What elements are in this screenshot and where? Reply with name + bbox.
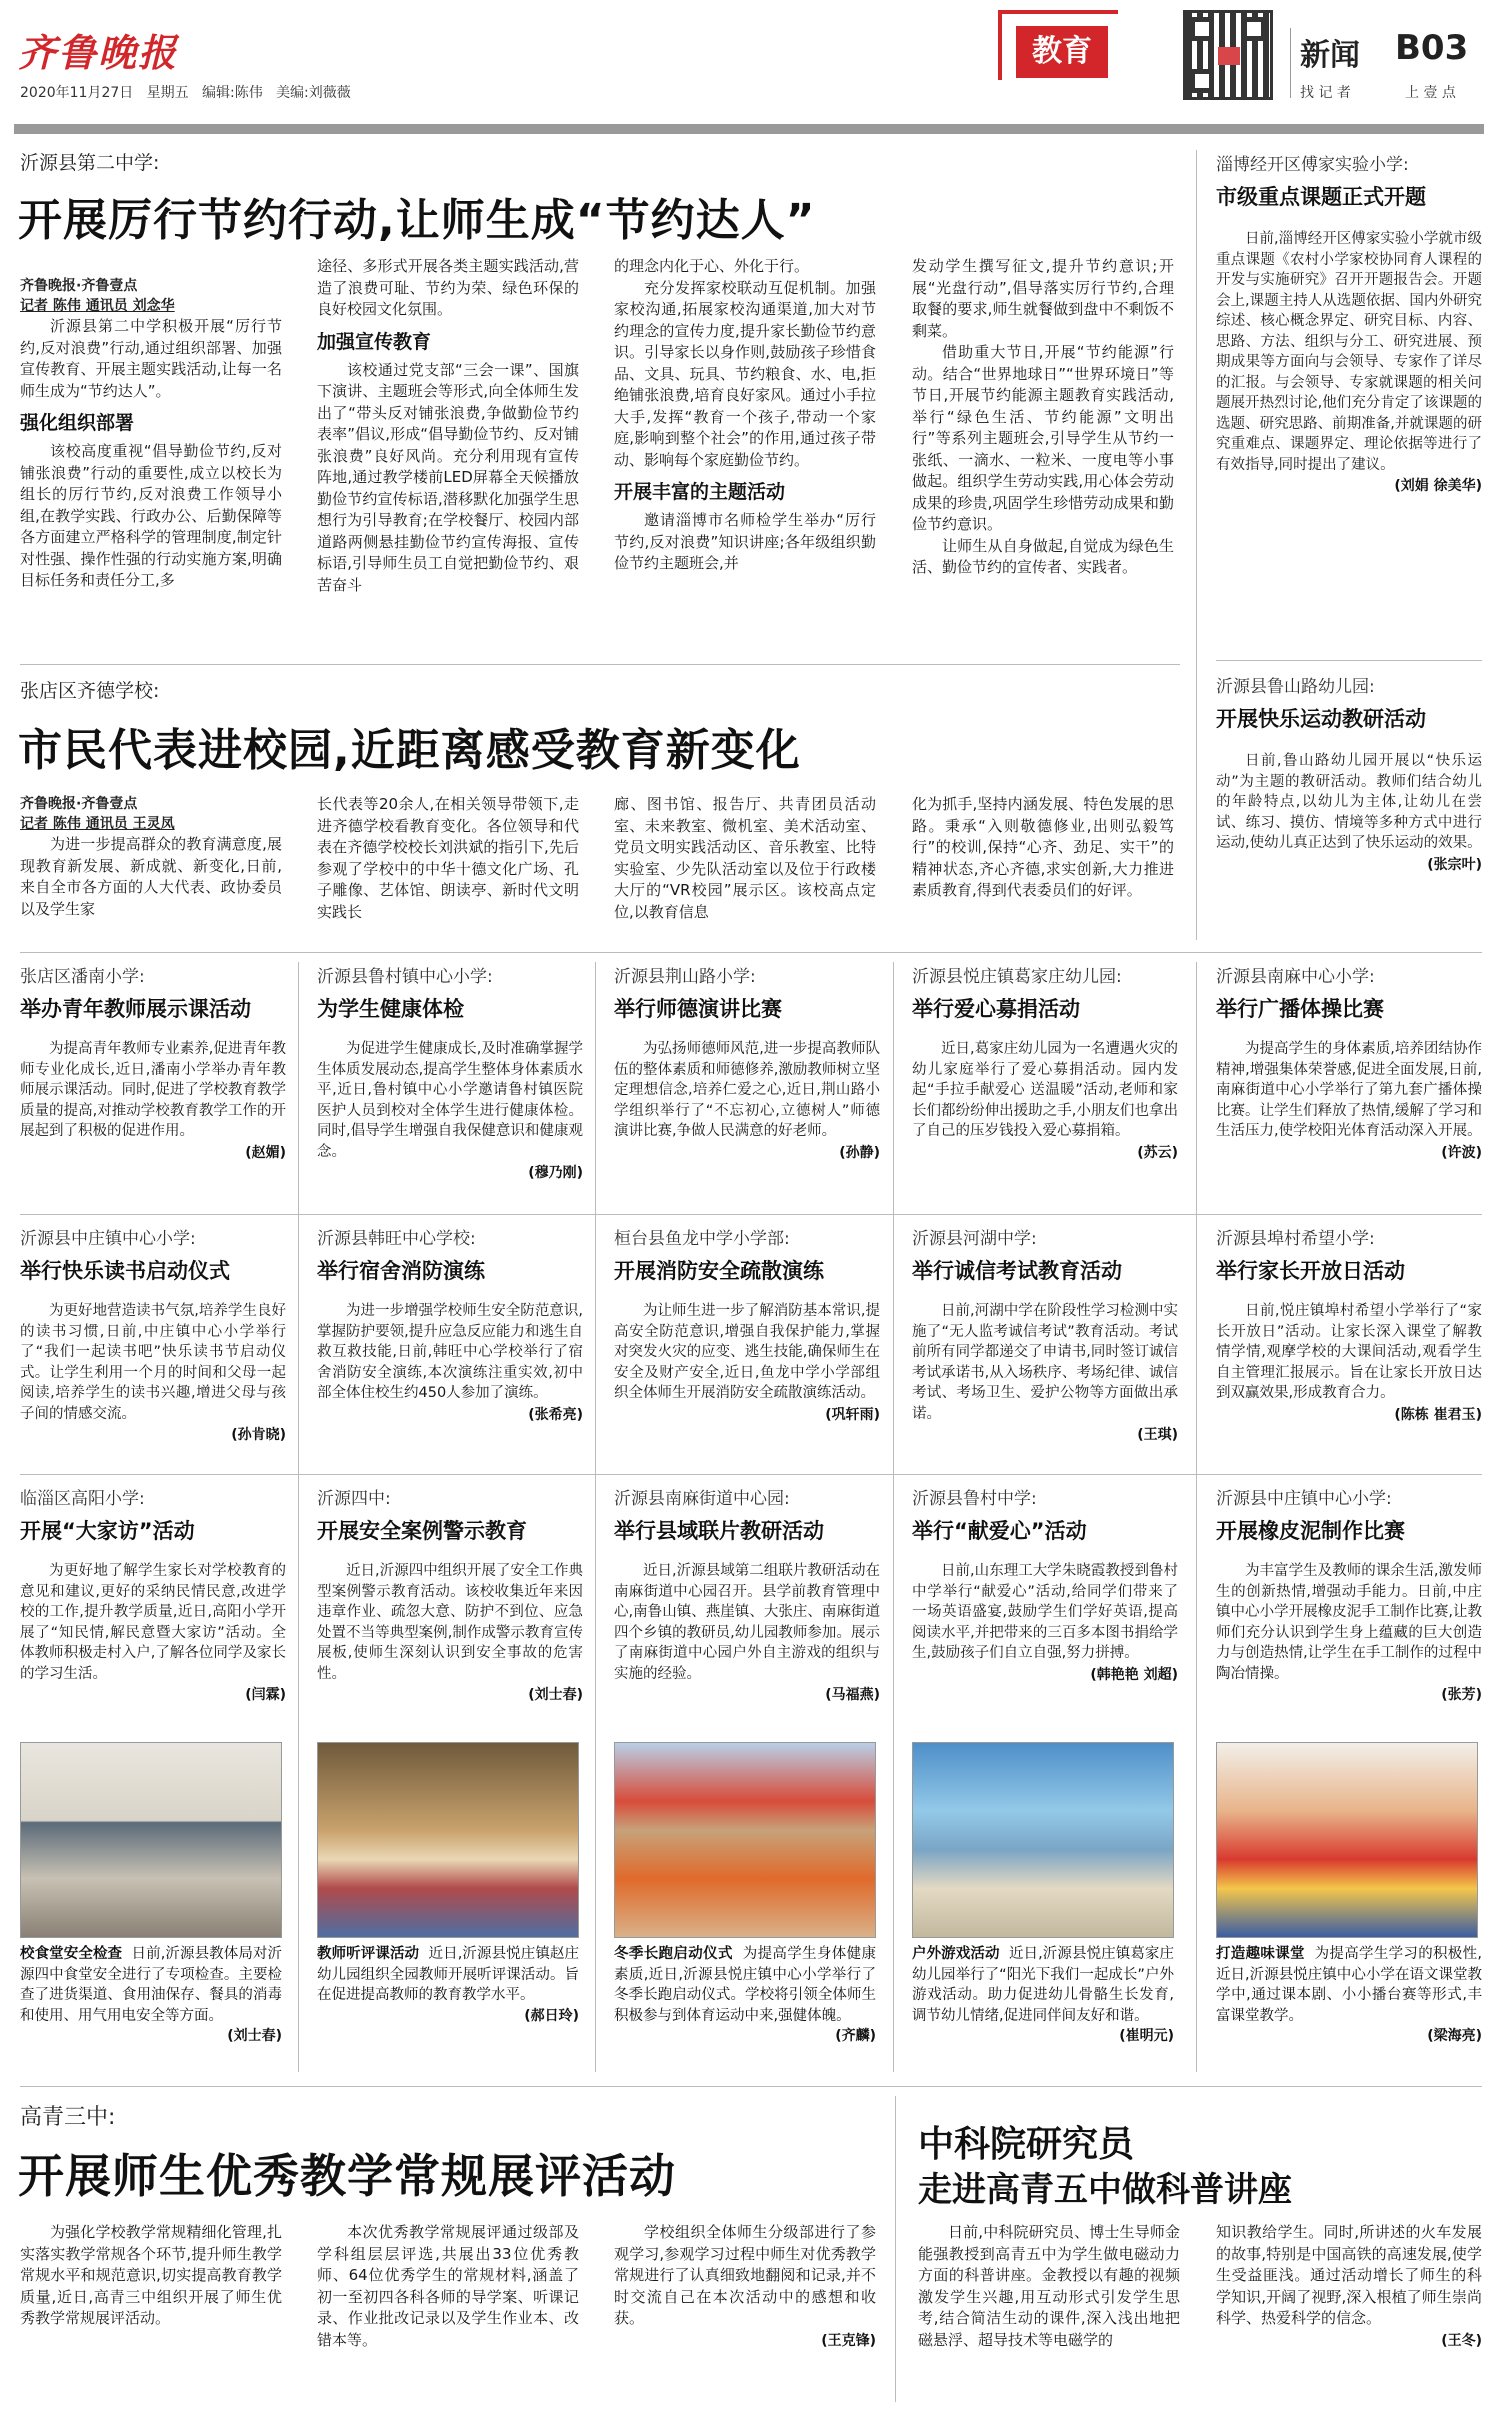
brief-headline: 开展安全案例警示教育 (317, 1519, 527, 1543)
brief-body: 日前,山东理工大学朱晓霞教授到鲁村中学举行“献爱心”活动,给同学们带来了一场英语盛宴,鼓励学生们学好英语,提高阅读水平,并把带来的三百多本图书捐给学生,鼓励孩子们自立自强,努力拼搏。 (912, 1563, 1178, 1661)
brief-signature: (陈栋 崔君玉) (1394, 1406, 1482, 1423)
brief-item (614, 1484, 880, 1738)
article2-col3 (614, 794, 876, 940)
article1-para: 发动学生撰写征文,提升节约意识;开展“光盘行动”,倡导落实厉行节约,合理取餐的要求,师生就餐做到盘中不剩饭不剩菜。 (912, 257, 1174, 340)
article2-para: 化为抓手,坚持内涵发展、特色发展的思路。秉承“入则敬德修业,出则弘毅笃行”的校训,保持“心齐、劲足、实干”的精神状态,齐心齐德,求实创新,大力推进素质教育,得到代表委员们的好评。 (912, 795, 1174, 899)
photo-caption (912, 1944, 1174, 2080)
brief-item (614, 1224, 880, 1476)
brief-kicker: 沂源县埠村希望小学: (1216, 1229, 1375, 1249)
editor: 编辑:陈伟 (201, 85, 263, 101)
brief-headline: 举行爱心募捐活动 (912, 997, 1080, 1021)
brief-kicker: 沂源县悦庄镇葛家庄幼儿园: (912, 967, 1122, 987)
brief-item (20, 962, 286, 1214)
article1-col3 (614, 256, 876, 654)
news-photo (614, 1742, 876, 1938)
article3-para: 为强化学校教学常规精细化管理,扎实落实教学常规各个环节,提升师生教学常规水平和规范意识,切实提高教育教学质量,近日,高青三中组织开展了师生优秀教学常规展评活动。 (20, 2223, 282, 2327)
article2-kicker: 张店区齐德学校: (20, 680, 160, 702)
brief-headline: 市级重点课题正式开题 (1216, 185, 1426, 209)
brief-signature: (巩轩雨) (825, 1406, 880, 1423)
brief-kicker: 沂源县中庄镇中心小学: (20, 1229, 196, 1249)
brief-signature: (穆乃刚) (528, 1165, 583, 1181)
brief-signature: (苏云) (1137, 1144, 1178, 1161)
brief-body: 为提高青年教师专业素养,促进青年教师专业化成长,近日,潘南小学举办青年教师展示课活动。同时,促进了学校教育教学质量的提高,对推动学校教育教学工作的开展起到了积极的促进作用。 (20, 1041, 286, 1139)
brief-item (317, 962, 583, 1214)
photo-caption-body: 为提高学生身体健康素质,近日,沂源县悦庄镇中心小学举行了冬季长跑启动仪式。学校将引领全体师生积极参与到体育运动中来,强健体魄。 (614, 1946, 876, 2024)
brief-kicker: 沂源县鲁山路幼儿园: (1216, 677, 1375, 697)
brief-kicker: 临淄区高阳小学: (20, 1489, 145, 1509)
article3-col3 (614, 2222, 876, 2402)
brief-kicker: 沂源县中庄镇中心小学: (1216, 1489, 1392, 1509)
grid-top-rule (20, 952, 1482, 953)
photo-caption-body: 日前,沂源县教体局对沂源四中食堂安全进行了专项检查。主要检查了进货渠道、食用油保存、餐具的消毒和使用、用气用电安全等方面。 (20, 1946, 282, 2024)
brief-headline: 开展快乐运动教研活动 (1216, 707, 1426, 731)
article1-para: 让师生从自身做起,自觉成为绿色生活、勤俭节约的宣传者、实践者。 (912, 536, 1174, 576)
column-divider (1196, 962, 1197, 2072)
brief-body: 为更好地营造读书气氛,培养学生良好的读书习惯,日前,中庄镇中心小学举行了“我们一起读书吧”快乐读书节启动仪式。让学生利用一个月的时间和父母一起阅读,培养学生的读书兴趣,增进父母与孩子间的情感交流。 (20, 1303, 286, 1422)
news-photo (20, 1742, 282, 1938)
article1-headline: 开展厉行节约行动,让师生成“节约达人” (18, 195, 816, 246)
article1-kicker: 沂源县第二中学: (20, 152, 160, 174)
brief-body: 近日,葛家庄幼儿园为一名遭遇火灾的幼儿家庭举行了爱心募捐活动。园内发起“手拉手献爱心 送温暖”活动,老师和家长们都纷纷伸出援助之手,小朋友们也拿出了自己的压岁钱投入爱心募捐箱。 (912, 1041, 1178, 1139)
brief-signature: (许波) (1441, 1144, 1482, 1161)
brief-signature: (刘士春) (528, 1687, 583, 1703)
brief-item (1216, 962, 1482, 1214)
sidebar-brief-2 (1216, 672, 1482, 940)
issue-date: 2020年11月27日 (20, 85, 134, 101)
brief-kicker: 沂源县韩旺中心学校: (317, 1229, 476, 1249)
brief-headline: 举行“献爱心”活动 (912, 1519, 1087, 1543)
article3-headline: 开展师生优秀教学常规展评活动 (18, 2149, 676, 2203)
article4-divider (895, 2096, 896, 2402)
article-separator (20, 2086, 1482, 2087)
qr-code (1183, 10, 1273, 100)
article1-para: 充分发挥家校联动互促机制。加强家校沟通,拓展家校沟通渠道,加大对节约理念的宣传力度,提升家长勤俭节约意识。引导家长以身作则,鼓励孩子珍惜食品、文具、玩具、节约粮食、水、电,拒绝铺张浪费,培育良好家风。通过小手拉大手,发挥“教育一个孩子,带动一个家庭,影响到整个社会”的作用,通过孩子带动、影响每个家庭勤俭节约。 (614, 278, 876, 469)
article2-para: 为进一步提高群众的教育满意度,展现教育新发展、新成就、新变化,日前,来自全市各方面的人大代表、政协委员以及学生家 (20, 835, 282, 918)
column-divider (298, 962, 299, 2072)
masthead-rule (14, 124, 1484, 134)
masthead (0, 0, 1500, 120)
brief-item (912, 1224, 1178, 1476)
article2-col2 (317, 794, 579, 940)
photo-caption-body: 近日,沂源县悦庄镇赵庄幼儿园组织全园教师开展听评课活动。旨在促进提高教师的教育教学水平。 (317, 1946, 579, 2003)
photo-caption-label: 校食堂安全检查 (20, 1946, 123, 1962)
photo-caption-signature: (梁海亮) (1427, 2028, 1482, 2044)
reporter-tag: 找 记 者 (1300, 85, 1351, 101)
article1-byline-authors: 记者 陈伟 通讯员 刘念华 (20, 298, 175, 314)
brief-body: 为丰富学生及教师的课余生活,激发师生的创新热情,增强动手能力。日前,中庄镇中心小学开展橡皮泥手工制作比赛,让教师们充分认识到学生身上蕴藏的巨大创造力与创造热情,让学生在手工制作的过程中陶冶情操。 (1216, 1563, 1482, 1682)
photo-caption-signature: (郝日玲) (524, 2007, 579, 2024)
article1-subhead: 加强宣传教育 (317, 330, 432, 353)
article2-para: 廊、图书馆、报告厅、共青团员活动室、未来教室、微机室、美术活动室、党员文明实践活动区、音乐教室、比特实验室、少先队活动室以及位于行政楼大厅的“VR校园”展示区。该校高点定位,以教育信息 (614, 795, 876, 921)
brief-body: 日前,悦庄镇埠村希望小学举行了“家长开放日”活动。让家长深入课堂了解教情学情,观摩学校的大课间活动,观看学生自主管理汇报展示。旨在让家长开放日达到双赢效果,形成教育合力。 (1216, 1303, 1482, 1401)
brief-headline: 举行广播体操比赛 (1216, 997, 1384, 1021)
article2-headline: 市民代表进校园,近距离感受教育新变化 (18, 725, 801, 776)
photo-caption-signature: (崔明元) (1119, 2028, 1174, 2044)
photo-caption (614, 1944, 876, 2080)
brief-body: 日前,鲁山路幼儿园开展以“快乐运动”为主题的教研活动。教师们结合幼儿的年龄特点,以幼儿为主体,让幼儿在尝试、练习、摸仿、情境等多种方式中进行运动,使幼儿真正达到了快乐运动的效果。 (1216, 753, 1482, 851)
column-divider (893, 962, 894, 2072)
article1-para: 该校通过党支部“三会一课”、国旗下演讲、主题班会等形式,向全体师生发出了“带头反对铺张浪费,争做勤俭节约表率”倡议,形成“倡导勤俭节约、反对铺张浪费”良好风尚。充分利用现有宣传阵地,通过教学楼前LED屏幕全天候播放勤俭节约宣传标语,潜移默化加强学生思想行为引导教育;在学校餐厅、校园内部道路两侧悬挂勤俭节约宣传海报、宣传标语,引导师生员工自觉把勤俭节约、艰苦奋斗 (317, 360, 579, 594)
photo-caption-label: 打造趣味课堂 (1216, 1946, 1305, 1962)
photo-caption-label: 冬季长跑启动仪式 (614, 1946, 733, 1962)
brief-item (1216, 1224, 1482, 1476)
brief-kicker: 沂源县荆山路小学: (614, 967, 756, 987)
brief-kicker: 桓台县鱼龙中学小学部: (614, 1229, 790, 1249)
article2-para: 长代表等20余人,在相关领导带领下,走进齐德学校看教育变化。各位领导和代表在齐德学校校长刘洪斌的指引下,先后参观了学校中的中华十德文化广场、孔子雕像、艺体馆、朗读亭、新时代文明实践长 (317, 795, 579, 921)
article3-para: 学校组织全体师生分级部进行了参观学习,参观学习过程中师生对优秀教学常规进行了认真细致地翻阅和记录,并不时交流自己在本次活动中的感想和收获。 (614, 2223, 876, 2327)
brief-body: 日前,淄博经开区傅家实验小学就市级重点课题《农村小学家校协同育人课程的开发与实施研究》召开开题报告会。开题会上,课题主持人从选题依据、国内外研究综述、核心概念界定、研究目标、内容、思路、方法、组织与分工、研究进展、预期成果等方面向与会领导、专家作了详尽的汇报。与会领导、专家就课题的相关问题展开热烈讨论,他们充分肯定了该课题的选题、研究思路、前期准备,并就课题的研究重难点、课题界定、理论依据等进行了有效指导,同时提出了建议。 (1216, 231, 1482, 473)
article1-para: 该校高度重视“倡导勤俭节约,反对铺张浪费”行动的重要性,成立以校长为组长的厉行节约,反对浪费工作领导小组,在教学实践、行政办公、后勤保障等各方面建立严格科学的管理制度,制定针对性强、操作性强的行动实施方案,明确目标任务和责任分工,多 (20, 442, 282, 589)
brief-signature: (孙静) (839, 1144, 880, 1161)
news-photo (912, 1742, 1174, 1938)
photo-caption-body: 为提高学生学习的积极性,近日,沂源县悦庄镇中心小学在语文课堂教学中,通过课本剧、小小播台赛等形式,丰富课堂教学。 (1216, 1946, 1482, 2024)
photo-caption (20, 1944, 282, 2080)
sidebar-brief-1 (1216, 150, 1482, 660)
brief-body: 近日,沂源四中组织开展了安全工作典型案例警示教育活动。该校收集近年来因违章作业、疏忽大意、防护不到位、应急处置不当等典型案例,制作成警示教育宣传展板,使师生深刻认识到安全事故的危害性。 (317, 1563, 583, 1682)
photo-caption (317, 1944, 579, 2080)
brief-headline: 举办青年教师展示课活动 (20, 997, 251, 1021)
article4-headline-1: 中科院研究员 (918, 2124, 1135, 2165)
brief-item (1216, 1484, 1482, 1738)
brief-item (912, 1484, 1178, 1738)
article4-col1 (918, 2222, 1180, 2402)
article1-para: 借助重大节日,开展“节约能源”行动。结合“世界地球日”“世界环境日”等节日,开展节约能源主题教育实践活动,举行“绿色生活、节约能源”文明出行”等系列主题班会,引导学生从节约一张纸、一滴水、一粒米、一度电等小事做起。组织学生劳动实践,用心体会劳动成果的珍贵,巩固学生珍惜劳动成果和勤俭节约意识。 (912, 343, 1174, 533)
article1-subhead: 强化组织部署 (20, 412, 135, 434)
brief-kicker: 沂源县河湖中学: (912, 1229, 1037, 1249)
section-tag: 教育 (1016, 26, 1108, 78)
article3-kicker: 高青三中: (20, 2105, 116, 2130)
brief-headline: 举行诚信考试教育活动 (912, 1259, 1122, 1283)
article3-signature: (王克锋) (821, 2332, 876, 2349)
article3-col2 (317, 2222, 579, 2402)
brief-signature: (张芳) (1441, 1687, 1482, 1703)
brief-headline: 举行县域联片教研活动 (614, 1519, 824, 1543)
article1-subhead: 开展丰富的主题活动 (614, 481, 786, 503)
sidebar-rule (1216, 660, 1482, 661)
brief-signature: (王琪) (1137, 1427, 1178, 1443)
brief-body: 为弘扬师德师风范,进一步提高教师队伍的整体素质和师德修养,激励教师树立坚定理想信念,培养仁爱之心,近日,荆山路小学组织举行了“不忘初心,立德树人”师德演讲比赛,争做人民满意的好老师。 (614, 1041, 880, 1139)
brief-signature: (孙肯晓) (231, 1427, 286, 1443)
brief-item (20, 1484, 286, 1738)
brief-item (614, 962, 880, 1214)
brief-kicker: 张店区潘南小学: (20, 967, 145, 987)
brief-signature: (张宗叶) (1427, 856, 1482, 873)
article2-byline-authors: 记者 陈伟 通讯员 王灵凤 (20, 816, 175, 832)
grid-rule (20, 1214, 1482, 1215)
brief-headline: 开展“大家访”活动 (20, 1519, 195, 1543)
article3-col1 (20, 2222, 282, 2402)
brief-kicker: 沂源县鲁村中学: (912, 1489, 1037, 1509)
brief-body: 为让师生进一步了解消防基本常识,提高安全防范意识,增强自我保护能力,掌握对突发火灾的应变、逃生技能,确保师生在安全及财产安全,近日,鱼龙中学小学部组织全体师生开展消防安全疏散演练活动。 (614, 1303, 880, 1401)
photo-caption-signature: (刘士春) (227, 2028, 282, 2044)
brief-item (912, 962, 1178, 1214)
article1-col2 (317, 256, 579, 654)
news-photo (317, 1742, 579, 1938)
brief-item (317, 1484, 583, 1738)
brief-headline: 举行宿舍消防演练 (317, 1259, 485, 1283)
brief-kicker: 沂源县南麻中心小学: (1216, 967, 1375, 987)
article1-para: 邀请淄博市名师检学生举办“厉行节约,反对浪费”知识讲座;各年级组织勤俭节约主题班会,并 (614, 511, 876, 572)
page-label: 新闻 (1300, 38, 1360, 73)
sidebar-divider (1196, 150, 1197, 940)
brief-headline: 举行快乐读书启动仪式 (20, 1259, 230, 1283)
article4-para: 知识教给学生。同时,所讲述的火车发展的故事,特别是中国高铁的高速发展,使学生受益匪浅。通过活动增长了师生的科学知识,开阔了视野,深入根植了师生崇尚科学、热爱科学的信念。 (1216, 2223, 1482, 2327)
article4-signature: (王冬) (1441, 2332, 1482, 2349)
brief-body: 为提高学生的身体素质,培养团结协作精神,增强集体荣誉感,促进全面发展,日前,南麻街道中心小学举行了第九套广播体操比赛。让学生们释放了热情,缓解了学习和生活压力,使学校阳光体育活动深入开展。 (1216, 1041, 1482, 1139)
photo-caption-body: 近日,沂源县悦庄镇葛家庄幼儿园举行了“阳光下我们一起成长”户外游戏活动。助力促进幼儿骨骼生长发育,调节幼儿情绪,促进同伴间友好和谐。 (912, 1946, 1174, 2024)
page-number: B03 (1395, 28, 1469, 68)
article1-col1 (20, 276, 282, 654)
brief-headline: 举行家长开放日活动 (1216, 1259, 1405, 1283)
brief-headline: 开展橡皮泥制作比赛 (1216, 1519, 1405, 1543)
article2-col4 (912, 794, 1174, 940)
article1-para: 的理念内化于心、外化于行。 (614, 257, 810, 275)
brief-kicker: 淄博经开区傅家实验小学: (1216, 155, 1409, 175)
article2-col1 (20, 794, 282, 940)
issue-weekday: 星期五 (146, 85, 189, 101)
brief-headline: 举行师德演讲比赛 (614, 997, 782, 1021)
article1-col4 (912, 256, 1174, 654)
photo-caption-signature: (齐麟) (835, 2028, 876, 2044)
brief-headline: 为学生健康体检 (317, 997, 464, 1021)
photo-caption (1216, 1944, 1482, 2080)
brief-item (317, 1224, 583, 1476)
column-divider (595, 962, 596, 2072)
photo-caption-label: 教师听评课活动 (317, 1946, 420, 1962)
article4-headline-2: 走进高青五中做科普讲座 (918, 2170, 1292, 2210)
brief-kicker: 沂源县南麻街道中心园: (614, 1489, 790, 1509)
article4-col2 (1216, 2222, 1482, 2402)
brief-body: 日前,河湖中学在阶段性学习检测中实施了“无人监考诚信考试”教育活动。考试前所有同学都递交了申请书,同时签订诚信考试承诺书,从入场秩序、考场纪律、诚信考试、考场卫生、爱护公物等方面做出承诺。 (912, 1303, 1178, 1422)
article2-byline-source: 齐鲁晚报·齐鲁壹点 (20, 796, 138, 812)
brief-signature: (闫霖) (245, 1687, 286, 1703)
article1-para: 途径、多形式开展各类主题实践活动,营造了浪费可耻、节约为荣、绿色环保的良好校园文化氛围。 (317, 257, 579, 318)
brief-signature: (赵媚) (245, 1144, 286, 1161)
brief-body: 为促进学生健康成长,及时准确掌握学生体质发展动态,提高学生整体身体素质水平,近日,鲁村镇中心小学邀请鲁村镇医院医护人员到校对全体学生进行健康体检。同时,倡导学生增强自我保健意识和健康观念。 (317, 1041, 583, 1160)
article-separator (20, 664, 1180, 665)
brief-kicker: 沂源四中: (317, 1489, 391, 1509)
brief-kicker: 沂源县鲁村镇中心小学: (317, 967, 493, 987)
article1-byline-source: 齐鲁晚报·齐鲁壹点 (20, 278, 138, 294)
grid-rule (20, 1474, 1482, 1475)
masthead-divider (1290, 28, 1291, 98)
brief-signature: (韩艳艳 刘超) (1090, 1666, 1178, 1683)
brief-body: 近日,沂源县域第二组联片教研活动在南麻街道中心园召开。县学前教育管理中心,南鲁山镇、燕崖镇、大张庄、南麻街道四个乡镇的教研员,幼儿园教师参加。展示了南麻街道中心园户外自主游戏的组织与实施的经验。 (614, 1563, 880, 1682)
brief-signature: (马福燕) (825, 1687, 880, 1703)
brief-signature: (刘娟 徐美华) (1394, 478, 1482, 494)
brief-body: 为进一步增强学校师生安全防范意识,掌握防护要领,提升应急反应能力和逃生自救互救技能,日前,韩旺中心学校举行了宿舍消防安全演练,本次演练注重实效,初中部全体住校生约450人参加了演练。 (317, 1303, 583, 1401)
app-tag: 上 壹 点 (1405, 85, 1456, 101)
newspaper-logo: 齐鲁晚报 (18, 30, 179, 75)
article3-para: 本次优秀教学常规展评通过级部及学科组层层评选,共展出33位优秀教师、64位优秀学生的常规材料,涵盖了初一至初四各科各师的导学案、听课记录、作业批改记录以及学生作业本、改错本等。 (317, 2223, 579, 2349)
issue-info (20, 82, 351, 102)
photo-caption-label: 户外游戏活动 (912, 1946, 1000, 1962)
brief-item (20, 1224, 286, 1476)
article1-para: 沂源县第二中学积极开展“厉行节约,反对浪费”行动,通过组织部署、加强宣传教育、开展主题实践活动,让每一名师生成为“节约达人”。 (20, 317, 282, 400)
brief-headline: 开展消防安全疏散演练 (614, 1259, 824, 1283)
brief-signature: (张希亮) (528, 1406, 583, 1423)
designer: 美编:刘薇薇 (276, 85, 351, 101)
brief-body: 为更好地了解学生家长对学校教育的意见和建议,更好的采纳民情民意,改进学校的工作,提升教学质量,近日,高阳小学开展了“知民情,解民意暨大家访”活动。全体教师积极走村入户,了解各位同学及家长的学习生活。 (20, 1563, 286, 1682)
article4-para: 日前,中科院研究员、博士生导师金能强教授到高青五中为学生做电磁动力方面的科普讲座。金教授以有趣的视频激发学生兴趣,用互动形式引发学生思考,结合简洁生动的课件,深入浅出地把磁悬浮、超导技术等电磁学的 (918, 2223, 1180, 2349)
news-photo (1216, 1742, 1478, 1938)
